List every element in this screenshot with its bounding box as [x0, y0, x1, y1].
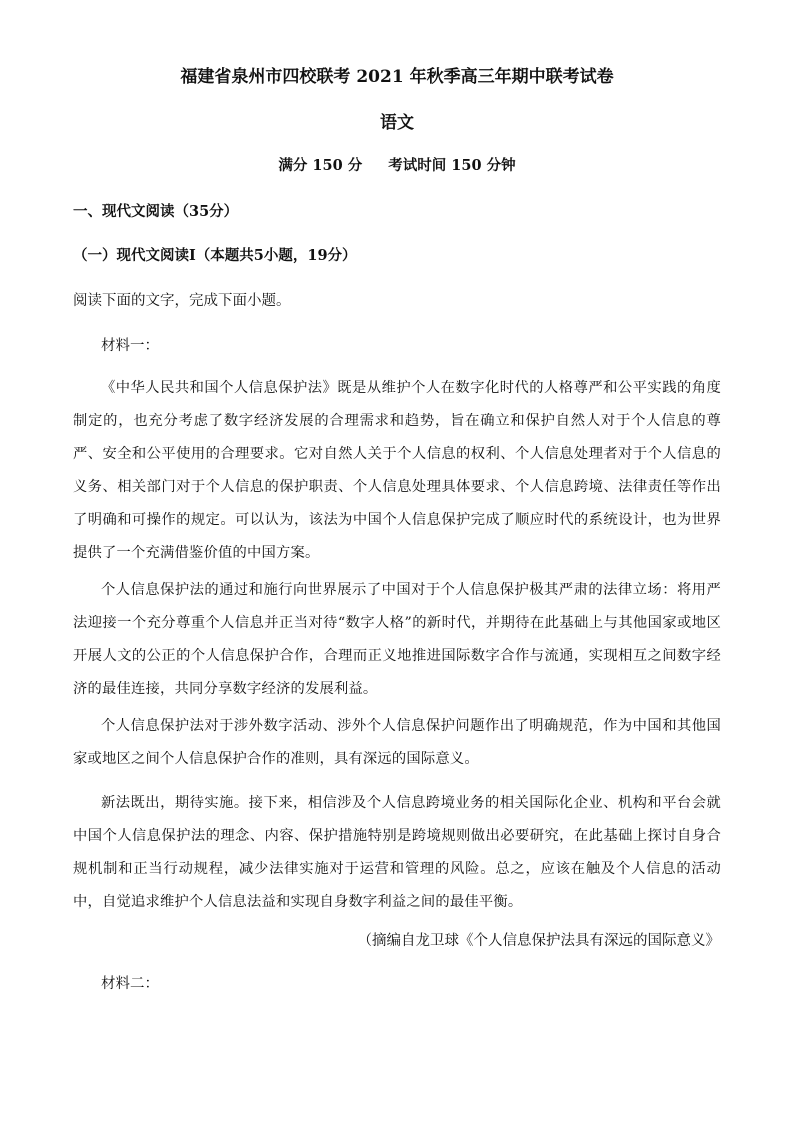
material-one-paragraph-3: 个人信息保护法对于涉外数字活动、涉外个人信息保护问题作出了明确规范，作为中国和其他国家或地区之间个人信息保护合作的准则，具有深远的国际意义。 [73, 718, 721, 767]
material-two-label: 材料二： [101, 976, 159, 992]
subsection-heading: （一）现代文阅读Ⅰ（本题共5小题，19分） [73, 247, 357, 264]
material-one-label: 材料一： [101, 338, 159, 354]
reading-instruction: 阅读下面的文字，完成下面小题。 [73, 293, 291, 309]
exam-title: 福建省泉州市四校联考 2021 年秋季高三年期中联考试卷 [180, 67, 614, 87]
material-one-source: （摘编自龙卫球《个人信息保护法具有深远的国际意义》 [357, 933, 720, 949]
score-time-line [0, 155, 794, 177]
material-one-paragraph-2: 个人信息保护法的通过和施行向世界展示了中国对于个人信息保护极其严肃的法律立场：将用严法迎接一个充分尊重个人信息并正当对待“数字人格”的新时代，并期待在此基础上与其他国家或地区开展人文的公正的个人信息保护合作，合理而正义地推进国际数字合作与流通，实现相互之间数字经济的最佳连接，共同分享数字经济的发展利益。 [73, 582, 721, 697]
section-heading: 一、现代文阅读（35分） [73, 203, 239, 220]
full-score: 满分 150 分 [278, 157, 363, 174]
subject-title: 语文 [380, 113, 414, 133]
material-one-paragraph-1: 《中华人民共和国个人信息保护法》既是从维护个人在数字化时代的人格尊严和公平实践的角度制定的，也充分考虑了数字经济发展的合理需求和趋势，旨在确立和保护自然人对于个人信息的尊严、安全和公平使用的合理要求。它对自然人关于个人信息的权利、个人信息处理者对于个人信息的义务、相关部门对于个人信息的保护职责、个人信息处理具体要求、个人信息跨境、法律责任等作出了明确和可操作的规定。可以认为，该法为中国个人信息保护完成了顺应时代的系统设计，也为世界提供了一个充满借鉴价值的中国方案。 [73, 380, 721, 561]
exam-time: 考试时间 150 分钟 [388, 157, 516, 174]
material-one-paragraph-4: 新法既出，期待实施。接下来，相信涉及个人信息跨境业务的相关国际化企业、机构和平台会就中国个人信息保护法的理念、内容、保护措施特别是跨境规则做出必要研究，在此基础上探讨自身合规机制和正当行动规程，减少法律实施对于运营和管理的风险。总之，应该在触及个人信息的活动中，自觉追求维护个人信息法益和实现自身数字利益之间的最佳平衡。 [73, 795, 721, 910]
